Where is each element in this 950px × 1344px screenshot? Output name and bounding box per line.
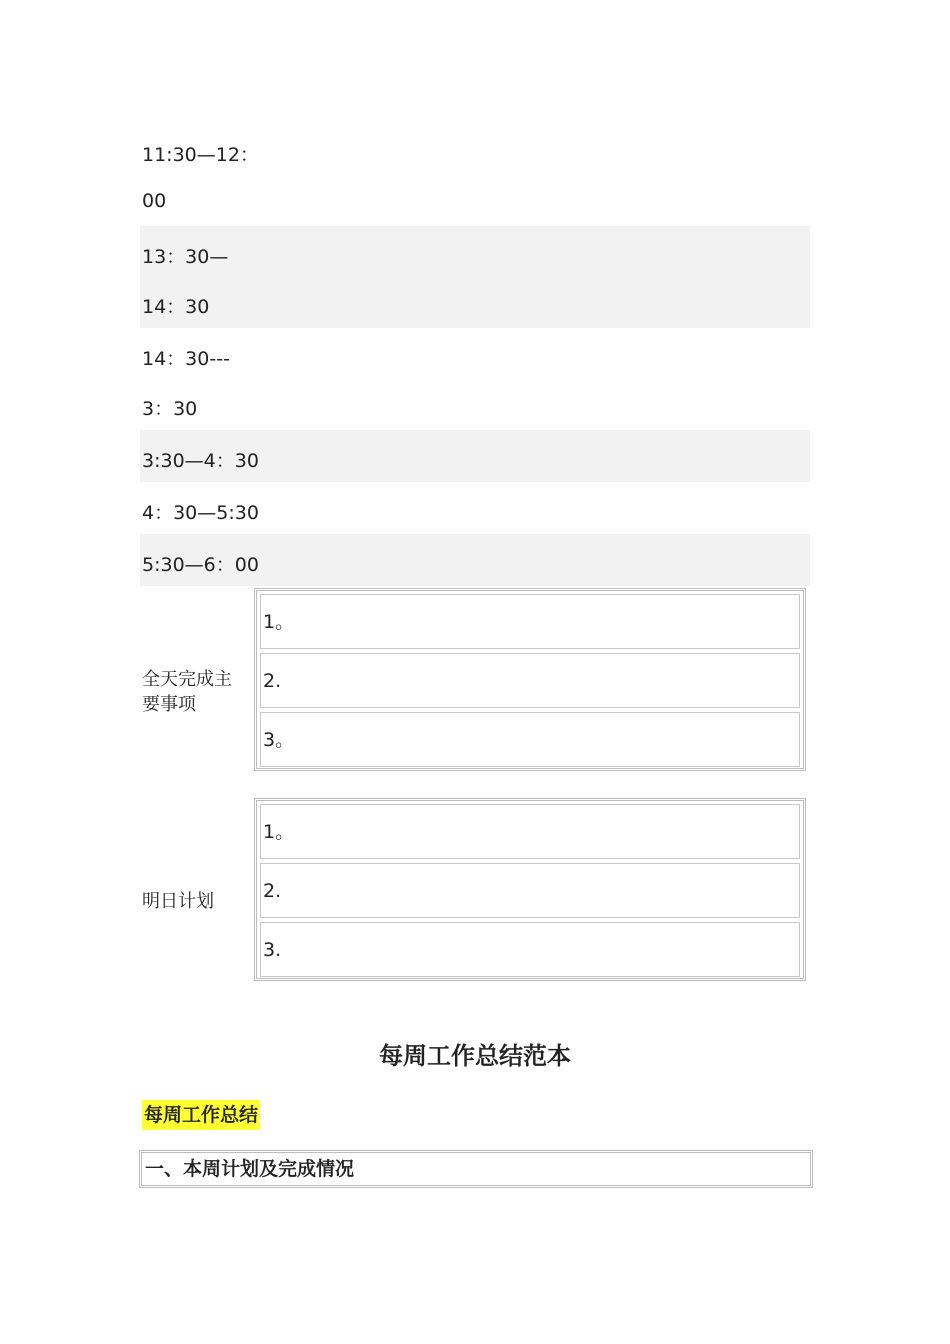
time-slot-line: 4：30—5:30 bbox=[142, 502, 259, 524]
tomorrow-plan-item[interactable]: 2. bbox=[260, 863, 800, 918]
daily-summary-label-line: 全天完成主 bbox=[142, 669, 232, 690]
daily-summary-label bbox=[142, 667, 232, 717]
daily-summary-item[interactable]: 2. bbox=[260, 653, 800, 708]
time-slot-line: 11:30—12： bbox=[142, 144, 259, 166]
schedule-row bbox=[140, 226, 810, 328]
time-slot-line: 3：30 bbox=[142, 398, 198, 420]
schedule-row bbox=[140, 328, 810, 430]
time-slot-line: 13：30— bbox=[142, 246, 229, 268]
time-slot-line: 00 bbox=[142, 190, 167, 212]
schedule-row bbox=[140, 534, 810, 586]
daily-summary-item[interactable]: 3。 bbox=[260, 712, 800, 767]
time-slot-line: 3:30—4：30 bbox=[142, 450, 259, 472]
time-slot-line: 14：30 bbox=[142, 296, 210, 318]
time-slot-line: 5:30—6：00 bbox=[142, 554, 259, 576]
schedule-row bbox=[140, 430, 810, 482]
schedule-row bbox=[140, 482, 810, 534]
time-slot-line: 14：30--- bbox=[142, 348, 230, 370]
weekly-summary-highlight: 每周工作总结 bbox=[142, 1100, 260, 1130]
weekly-summary-title: 每周工作总结范本 bbox=[379, 1041, 571, 1070]
tomorrow-plan-table bbox=[254, 798, 806, 981]
tomorrow-plan-item[interactable]: 3. bbox=[260, 922, 800, 977]
daily-summary-item[interactable]: 1。 bbox=[260, 594, 800, 649]
section-header-box bbox=[139, 1150, 813, 1188]
schedule-row bbox=[140, 124, 810, 226]
section-header-text: 一、本周计划及完成情况 bbox=[145, 1158, 355, 1180]
daily-summary-table bbox=[254, 588, 806, 771]
tomorrow-plan-item[interactable]: 1。 bbox=[260, 804, 800, 859]
tomorrow-plan-label: 明日计划 bbox=[142, 891, 214, 912]
daily-summary-label-line: 要事项 bbox=[142, 694, 196, 715]
